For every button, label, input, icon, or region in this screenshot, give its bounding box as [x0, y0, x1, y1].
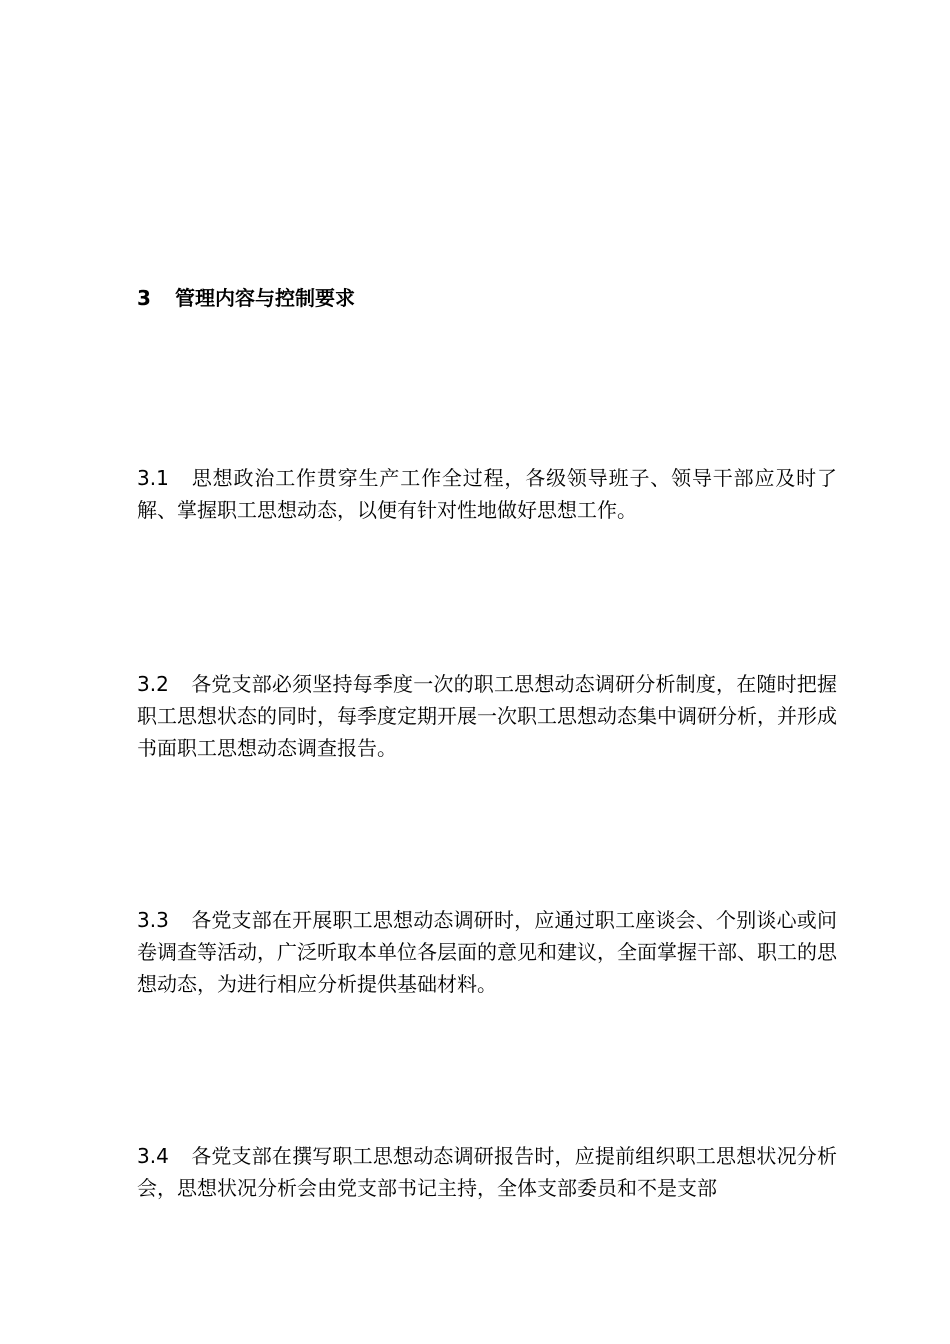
paragraph-number: 3.3: [137, 908, 169, 932]
paragraph-text: 各党支部在撰写职工思想动态调研报告时，应提前组织职工思想状况分析会，思想状况分析会由党支部书记主持，全体支部委员和不是支部: [137, 1144, 837, 1200]
paragraph-number: 3.4: [137, 1144, 169, 1168]
paragraph-text: 各党支部必须坚持每季度一次的职工思想动态调研分析制度，在随时把握职工思想状态的同时，每季度定期开展一次职工思想动态集中调研分析，并形成书面职工思想动态调查报告。: [137, 672, 837, 760]
paragraph-3-2: [137, 668, 837, 764]
paragraph-3-1: [137, 462, 837, 526]
section-heading: [137, 284, 355, 312]
paragraph-number: 3.1: [137, 466, 169, 490]
paragraph-number: 3.2: [137, 672, 169, 696]
paragraph-3-4: [137, 1140, 837, 1204]
paragraph-text: 思想政治工作贯穿生产工作全过程，各级领导班子、领导干部应及时了解、掌握职工思想动态，以便有针对性地做好思想工作。: [137, 466, 837, 522]
section-number: 3: [137, 286, 151, 310]
paragraph-text: 各党支部在开展职工思想动态调研时，应通过职工座谈会、个别谈心或问卷调查等活动，广泛听取本单位各层面的意见和建议，全面掌握干部、职工的思想动态，为进行相应分析提供基础材料。: [137, 908, 837, 996]
section-title: 管理内容与控制要求: [175, 286, 355, 310]
paragraph-3-3: [137, 904, 837, 1000]
